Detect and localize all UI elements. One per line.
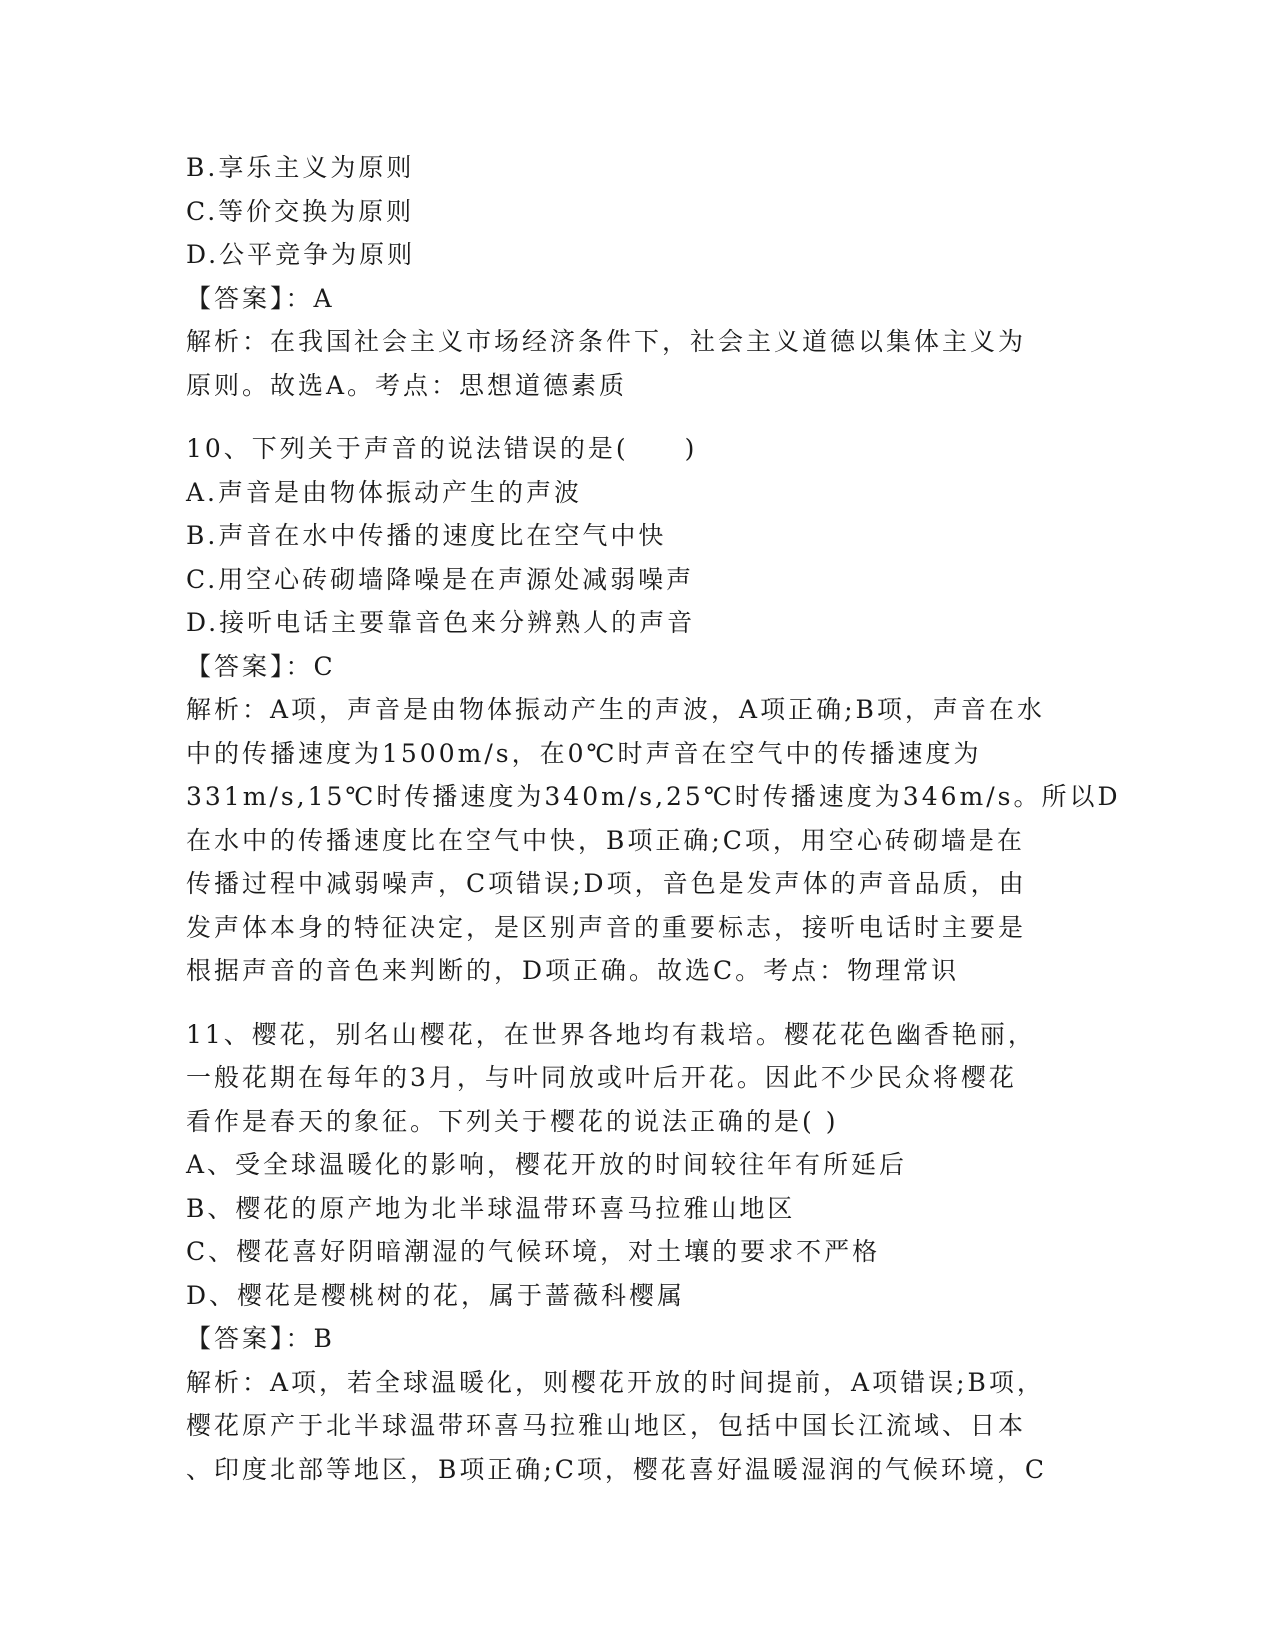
q9-answer: 【答案】：A bbox=[186, 283, 335, 313]
q11-analysis-line: 樱花原产于北半球温带环喜马拉雅山地区，包括中国长江流域、日本 bbox=[186, 1411, 1027, 1440]
q10-option-b: B.声音在水中传播的速度比在空气中快 bbox=[186, 521, 667, 550]
q10-option-a: A.声音是由物体振动产生的声波 bbox=[186, 477, 583, 507]
q11-option-a: A、受全球温暖化的影响，樱花开放的时间较往年有所延后 bbox=[186, 1150, 908, 1179]
q11-analysis-line: 、印度北部等地区，B项正确;C项，樱花喜好温暖湿润的气候环境，C bbox=[186, 1454, 1048, 1484]
q9-analysis-line: 解析：在我国社会主义市场经济条件下，社会主义道德以集体主义为 bbox=[186, 327, 1027, 356]
q11-option-d: D、樱花是樱桃树的花，属于蔷薇科樱属 bbox=[186, 1280, 686, 1310]
q10-analysis-line: 中的传播速度为1500m/s，在0℃时声音在空气中的传播速度为 bbox=[186, 738, 982, 768]
q11-option-b: B、樱花的原产地为北半球温带环喜马拉雅山地区 bbox=[186, 1193, 796, 1223]
q10-analysis-line: 发声体本身的特征决定，是区别声音的重要标志，接听电话时主要是 bbox=[186, 912, 1027, 942]
q11-stem-line: 11、樱花，别名山樱花，在世界各地均有栽培。樱花花色幽香艳丽， bbox=[186, 1019, 1036, 1049]
document-page bbox=[186, 146, 1121, 1491]
q9-option-d: D.公平竞争为原则 bbox=[186, 240, 416, 269]
q9-option-c: C.等价交换为原则 bbox=[186, 196, 415, 226]
q11-analysis-line: 解析：A项，若全球温暖化，则樱花开放的时间提前，A项错误;B项， bbox=[186, 1367, 1045, 1397]
q11-stem-line: 看作是春天的象征。下列关于樱花的说法正确的是( ) bbox=[186, 1106, 839, 1136]
q10-analysis-line: 在水中的传播速度比在空气中快，B项正确;C项，用空心砖砌墙是在 bbox=[186, 825, 1025, 855]
q10-answer: 【答案】：C bbox=[186, 651, 336, 681]
q10-option-c: C.用空心砖砌墙降噪是在声源处减弱噪声 bbox=[186, 564, 695, 594]
q10-analysis-line: 解析：A项，声音是由物体振动产生的声波，A项正确;B项，声音在水 bbox=[186, 695, 1045, 724]
q10-analysis-line: 传播过程中减弱噪声，C项错误;D项，音色是发声体的声音品质，由 bbox=[186, 869, 1027, 898]
q11-answer: 【答案】：B bbox=[186, 1324, 335, 1353]
q10-option-d: D.接听电话主要靠音色来分辨熟人的声音 bbox=[186, 608, 696, 637]
q10-analysis-line: 331m/s,15℃时传播速度为340m/s,25℃时传播速度为346m/s。所以D bbox=[186, 782, 1121, 811]
q11-option-c: C、樱花喜好阴暗潮湿的气候环境，对土壤的要求不严格 bbox=[186, 1237, 881, 1266]
q9-analysis-line: 原则。故选A。考点：思想道德素质 bbox=[186, 370, 628, 400]
question-10-block bbox=[186, 427, 1121, 993]
question-11-block bbox=[186, 1013, 1086, 1492]
question-9-block bbox=[186, 146, 1086, 407]
q10-stem: 10、下列关于声音的说法错误的是( ) bbox=[186, 434, 698, 463]
q11-stem-line: 一般花期在每年的3月，与叶同放或叶后开花。因此不少民众将樱花 bbox=[186, 1063, 1017, 1092]
q9-option-b: B.享乐主义为原则 bbox=[186, 153, 415, 182]
spacer bbox=[186, 407, 1086, 427]
spacer bbox=[186, 993, 1086, 1013]
q10-analysis-line: 根据声音的音色来判断的，D项正确。故选C。考点：物理常识 bbox=[186, 956, 960, 985]
